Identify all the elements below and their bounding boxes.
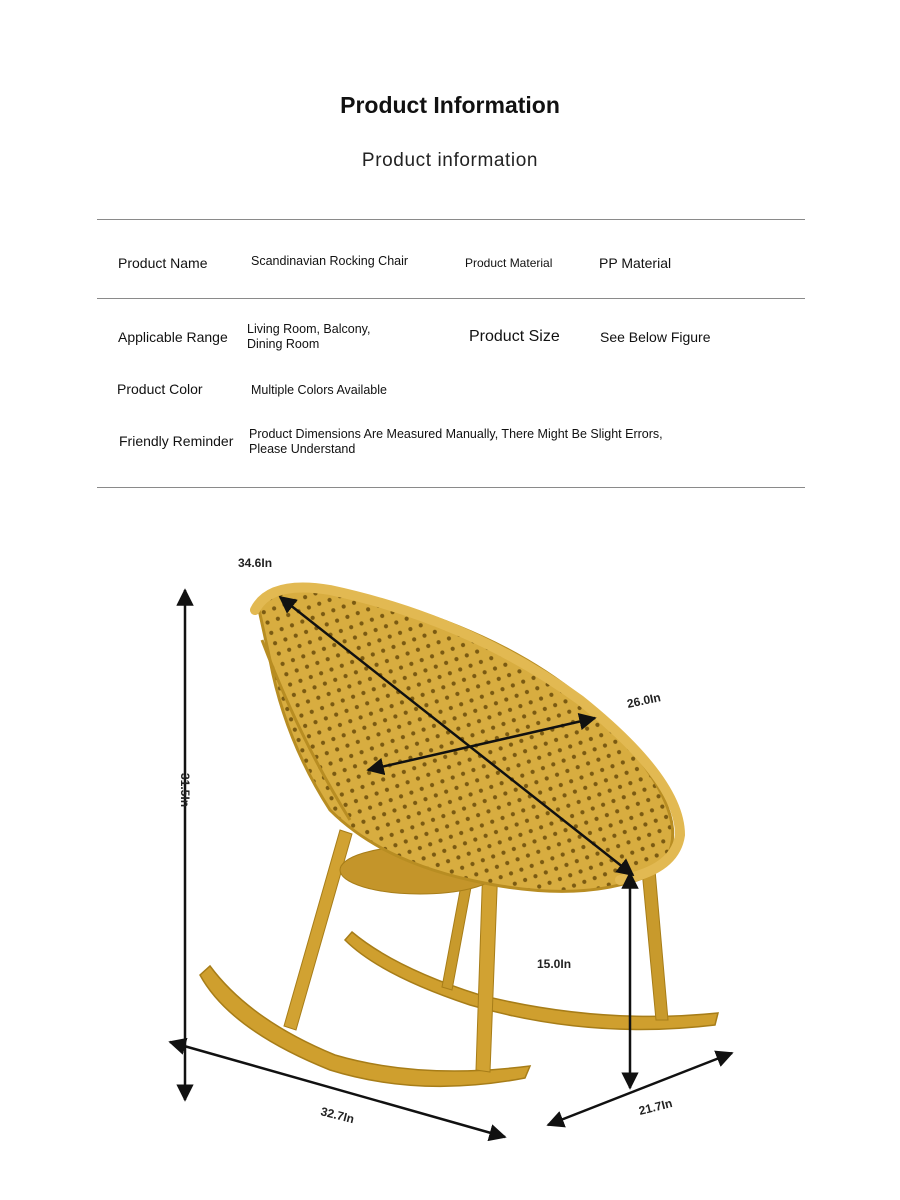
product-name-label: Product Name: [118, 255, 208, 271]
total-height-label: 31.5In: [178, 773, 192, 808]
page-subtitle: Product information: [361, 150, 539, 171]
product-color-value: Multiple Colors Available: [251, 383, 387, 397]
front-left-leg: [284, 830, 352, 1030]
product-name-value: Scandinavian Rocking Chair: [251, 254, 409, 268]
seat-height-label: 15.0In: [537, 957, 572, 971]
product-material-label: Product Material: [465, 256, 553, 270]
product-color-label: Product Color: [117, 381, 203, 397]
page-title: Product Information: [340, 92, 560, 118]
product-material-value: PP Material: [599, 255, 672, 271]
applicable-range-label: Applicable Range: [118, 329, 228, 345]
seat-width-label: 26.0In: [625, 690, 662, 711]
front-right-leg: [476, 862, 498, 1072]
back-left-leg: [442, 880, 472, 990]
friendly-reminder-line-2: Please Understand: [249, 442, 356, 456]
length-label: 32.7In: [319, 1104, 356, 1127]
depth-label: 21.7In: [637, 1096, 674, 1118]
applicable-range-line-2: Dining Room: [247, 337, 320, 351]
applicable-range-line-1: Living Room, Balcony,: [247, 322, 371, 336]
friendly-reminder-label: Friendly Reminder: [119, 433, 234, 449]
back-right-leg: [642, 870, 668, 1020]
friendly-reminder-line-1: Product Dimensions Are Measured Manually, There Might Be Slight Errors,: [249, 427, 663, 441]
product-size-value: See Below Figure: [600, 329, 711, 345]
product-size-label: Product Size: [469, 328, 560, 345]
seat-diagonal-label: 34.6In: [238, 556, 273, 570]
